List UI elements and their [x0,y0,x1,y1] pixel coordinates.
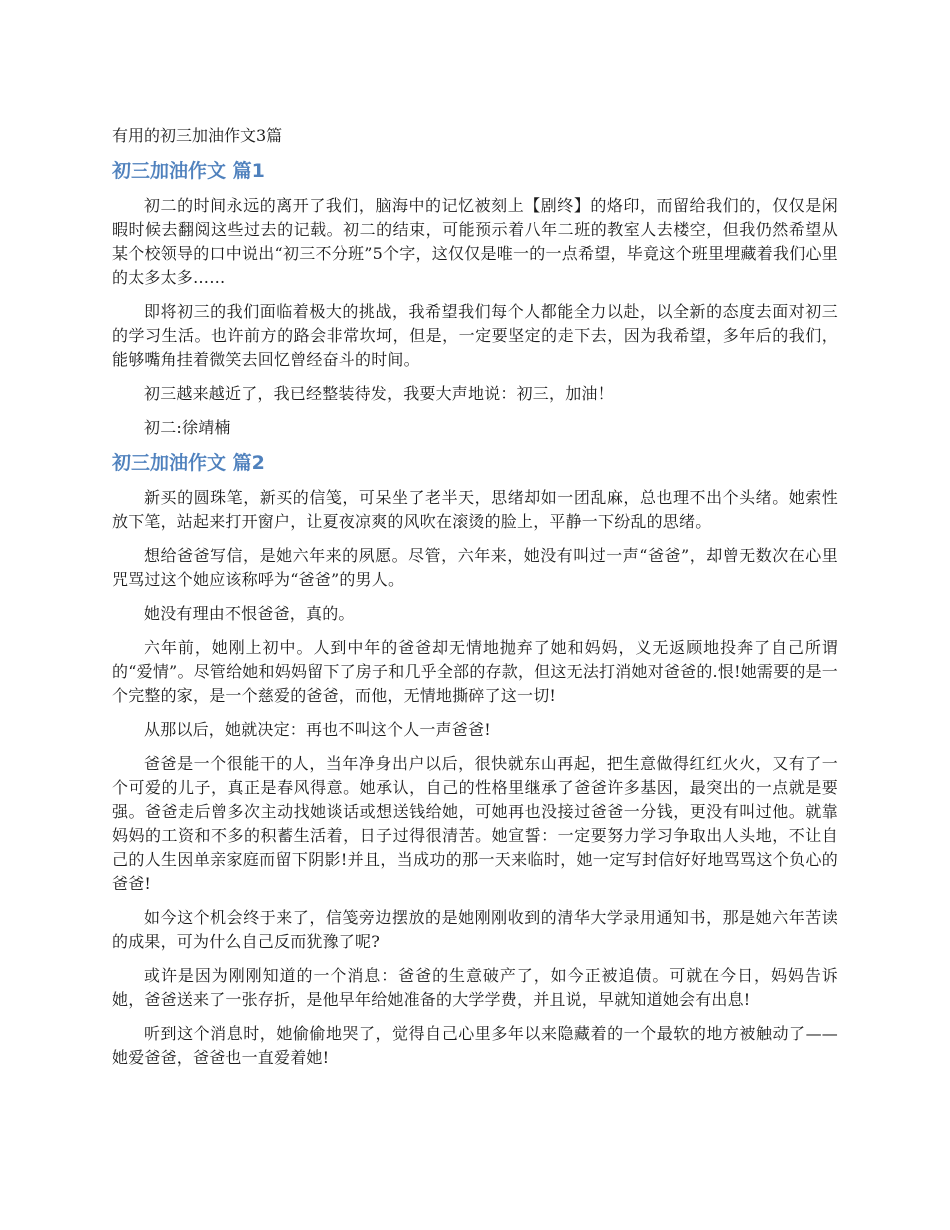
paragraph: 新买的圆珠笔，新买的信笺，可呆坐了老半天，思绪却如一团乱麻，总也理不出个头绪。她索性放下笔，站起来打开窗户，让夏夜凉爽的风吹在滚烫的脸上，平静一下纷乱的思绪。 [112,488,838,531]
paragraph: 或许是因为刚刚知道的一个消息：爸爸的生意破产了，如今正被追债。可就在今日，妈妈告诉她，爸爸送来了一张存折，是他早年给她准备的大学学费，并且说，早就知道她会有出息! [112,966,838,1009]
section-heading: 初三加油作文 篇1 [112,160,265,182]
paragraph: 听到这个消息时，她偷偷地哭了，觉得自己心里多年以来隐藏着的一个最软的地方被触动了——她爱爸爸，爸爸也一直爱着她! [112,1024,838,1067]
paragraph: 从那以后，她就决定：再也不叫这个人一声爸爸! [144,720,491,739]
essay-section-2 [112,450,838,1070]
paragraph: 如今这个机会终于来了，信笺旁边摆放的是她刚刚收到的清华大学录用通知书，那是她六年苦读的成果，可为什么自己反而犹豫了呢? [112,908,838,951]
paragraph: 初三越来越近了，我已经整装待发，我要大声地说：初三，加油！ [144,384,614,403]
essay-section-1 [112,158,838,440]
paragraph: 初二的时间永远的离开了我们，脑海中的记忆被刻上【剧终】的烙印，而留给我们的，仅仅是闲暇时候去翻阅这些过去的记载。初二的结束，可能预示着八年二班的教室人去楼空，但我仍然希望从某个校领导的口中说出“初三不分班”5个字，这仅仅是唯一的一点希望，毕竟这个班里埋藏着我们心里的太多太多…… [112,196,838,287]
paragraph: 六年前，她刚上初中。人到中年的爸爸却无情地抛弃了她和妈妈，义无返顾地投奔了自己所谓的“爱情”。尽管给她和妈妈留下了房子和几乎全部的存款，但这无法打消她对爸爸的.恨!她需要的是一个完整的家，是一个慈爱的爸爸，而他，无情地撕碎了这一切! [112,638,838,705]
paragraph: 想给爸爸写信，是她六年来的夙愿。尽管，六年来，她没有叫过一声“爸爸”，却曾无数次在心里咒骂过这个她应该称呼为“爸爸”的男人。 [112,546,838,589]
paragraph: 即将初三的我们面临着极大的挑战，我希望我们每个人都能全力以赴，以全新的态度去面对初三的学习生活。也许前方的路会非常坎坷，但是，一定要坚定的走下去，因为我希望，多年后的我们，能够嘴角挂着微笑去回忆曾经奋斗的时间。 [112,302,838,369]
paragraph: 她没有理由不恨爸爸，真的。 [144,604,355,623]
document-title: 有用的初三加油作文3篇 [112,126,283,145]
paragraph: 爸爸是一个很能干的人，当年净身出户以后，很快就东山再起，把生意做得红红火火，又有了一个可爱的儿子，真正是春风得意。她承认，自己的性格里继承了爸爸许多基因，最突出的一点就是要强。爸爸走后曾多次主动找她谈话或想送钱给她，可她再也没接过爸爸一分钱，更没有叫过他。就靠妈妈的工资和不多的积蓄生活着，日子过得很清苦。她宣誓：一定要努力学习争取出人头地，不让自己的人生因单亲家庭而留下阴影!并且，当成功的那一天来临时，她一定写封信好好地骂骂这个负心的爸爸! [112,754,838,893]
document-page [112,124,838,1080]
author-signature: 初二:徐靖楠 [144,418,231,437]
section-heading: 初三加油作文 篇2 [112,452,265,474]
